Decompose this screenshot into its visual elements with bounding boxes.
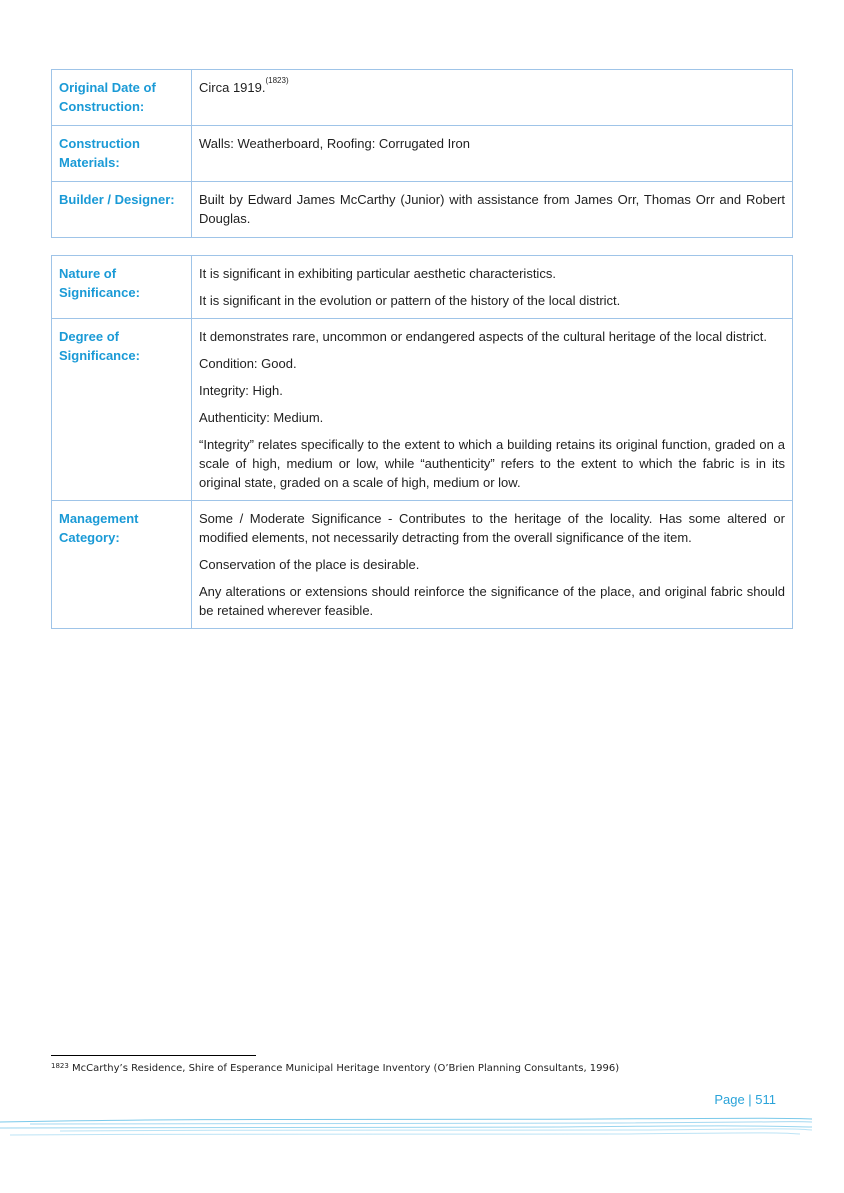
paragraph: It demonstrates rare, uncommon or endangered aspects of the cultural heritage of the local district. bbox=[199, 329, 767, 344]
footnote-reference: (1823) bbox=[265, 76, 289, 85]
paragraph: Authenticity: Medium. bbox=[199, 410, 324, 425]
paragraph: Some / Moderate Significance - Contributes to the heritage of the locality. Has some altered or modified elements, not necessarily detracting from the overall significance of the item. bbox=[199, 511, 785, 545]
builder-designer-label: Builder / Designer: bbox=[52, 182, 192, 238]
construction-materials-label: Construction Materials: bbox=[52, 126, 192, 182]
table-row bbox=[52, 70, 793, 126]
paragraph: Condition: Good. bbox=[199, 356, 297, 371]
management-category-value bbox=[192, 501, 793, 629]
table-row bbox=[52, 501, 793, 629]
significance-table bbox=[51, 255, 793, 629]
paragraph: Integrity: High. bbox=[199, 383, 283, 398]
page-number: Page | 511 bbox=[714, 1092, 776, 1107]
footnote-divider bbox=[51, 1055, 256, 1056]
table-row bbox=[52, 319, 793, 501]
nature-of-significance-label: Nature of Significance: bbox=[52, 256, 192, 319]
paragraph: Any alterations or extensions should reinforce the significance of the place, and original fabric should be retained wherever feasible. bbox=[199, 584, 785, 618]
footnote bbox=[51, 1063, 791, 1074]
table-row bbox=[52, 182, 793, 238]
original-date-label: Original Date of Construction: bbox=[52, 70, 192, 126]
degree-of-significance-label: Degree of Significance: bbox=[52, 319, 192, 501]
table-row bbox=[52, 256, 793, 319]
degree-of-significance-value bbox=[192, 319, 793, 501]
nature-of-significance-value bbox=[192, 256, 793, 319]
paragraph: It is significant in the evolution or pattern of the history of the local district. bbox=[199, 293, 621, 308]
decorative-wave-lines bbox=[0, 1108, 844, 1148]
paragraph: Conservation of the place is desirable. bbox=[199, 557, 420, 572]
paragraph: It is significant in exhibiting particular aesthetic characteristics. bbox=[199, 266, 556, 281]
paragraph: “Integrity” relates specifically to the extent to which a building retains its original function, graded on a scale of high, medium or low, while “authenticity” refers to the extent to which the fabric is in its original state, graded on a scale of high, medium or low. bbox=[199, 437, 785, 490]
builder-designer-value: Built by Edward James McCarthy (Junior) with assistance from James Orr, Thomas Orr and Robert Douglas. bbox=[192, 182, 793, 238]
footnote-text: McCarthy’s Residence, Shire of Esperance Municipal Heritage Inventory (O’Brien Planning Consultants, 1996) bbox=[68, 1063, 620, 1074]
table-row bbox=[52, 126, 793, 182]
management-category-label: Management Category: bbox=[52, 501, 192, 629]
construction-materials-value: Walls: Weatherboard, Roofing: Corrugated Iron bbox=[192, 126, 793, 182]
building-details-table bbox=[51, 69, 793, 238]
original-date-value bbox=[192, 70, 793, 126]
original-date-text: Circa 1919. bbox=[199, 80, 266, 95]
footnote-number: 1823 bbox=[51, 1062, 69, 1070]
